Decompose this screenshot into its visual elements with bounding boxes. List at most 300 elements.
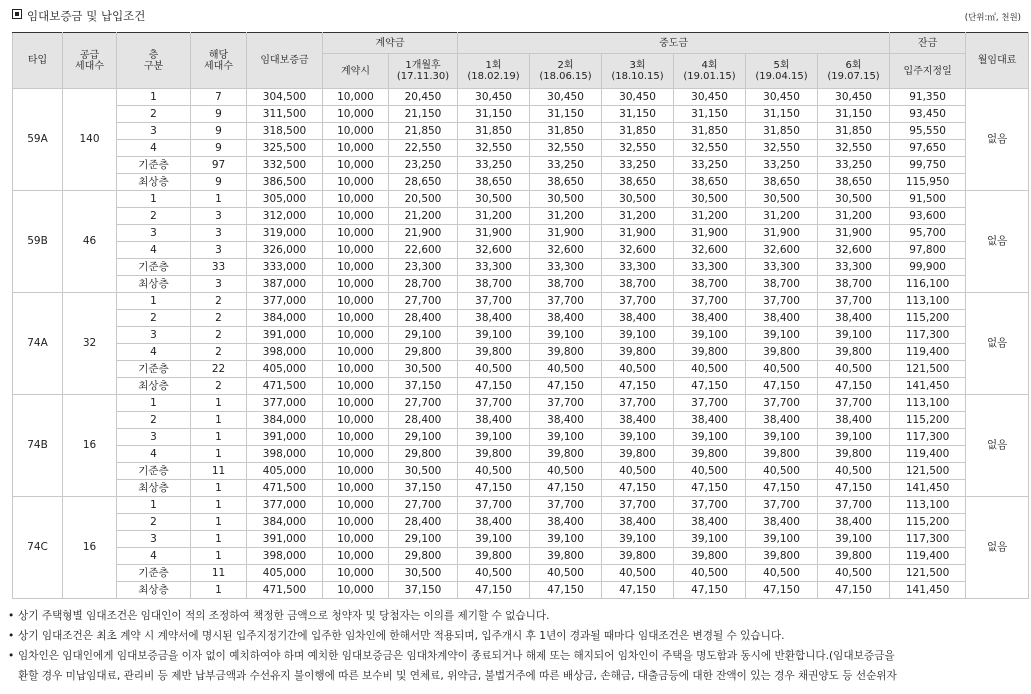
floor-cell: 3 bbox=[117, 327, 191, 344]
header-contract-1m-text: 1개월후 (17.11.30) bbox=[396, 60, 450, 82]
supply-cell: 140 bbox=[63, 89, 117, 191]
table-row bbox=[13, 429, 1029, 446]
contract-at-cell: 10,000 bbox=[323, 225, 389, 242]
middle-payment-cell: 30,450 bbox=[674, 89, 746, 106]
middle-payment-cell: 31,900 bbox=[602, 225, 674, 242]
contract-at-cell: 10,000 bbox=[323, 310, 389, 327]
note-text: 환할 경우 미납임대료, 관리비 등 제반 납부금액과 수선유지 불이행에 따른 보수비 및 연체료, 위약금, 불법거주에 따른 배상금, 손해금, 대출금등에 대한 잔액이 있는 경우 채권양도 등 선순위자 bbox=[18, 670, 897, 682]
balance-cell: 119,400 bbox=[890, 548, 966, 565]
balance-cell: 141,450 bbox=[890, 378, 966, 395]
middle-payment-cell: 38,400 bbox=[602, 514, 674, 531]
middle-payment-cell: 39,100 bbox=[458, 531, 530, 548]
floor-cell: 1 bbox=[117, 191, 191, 208]
middle-payment-cell: 32,550 bbox=[530, 140, 602, 157]
units-cell: 1 bbox=[191, 395, 247, 412]
deposit-cell: 333,000 bbox=[247, 259, 323, 276]
middle-payment-cell: 38,700 bbox=[818, 276, 890, 293]
middle-payment-cell: 40,500 bbox=[458, 565, 530, 582]
floor-cell: 1 bbox=[117, 395, 191, 412]
floor-cell: 최상층 bbox=[117, 480, 191, 497]
middle-payment-cell: 47,150 bbox=[602, 480, 674, 497]
middle-payment-cell: 39,100 bbox=[674, 429, 746, 446]
header-contract: 계약금 bbox=[323, 33, 458, 54]
middle-payment-cell: 39,800 bbox=[602, 344, 674, 361]
deposit-cell: 471,500 bbox=[247, 582, 323, 599]
section-title-text: 임대보증금 및 납입조건 bbox=[27, 9, 146, 23]
middle-payment-cell: 40,500 bbox=[458, 463, 530, 480]
deposit-cell: 391,000 bbox=[247, 327, 323, 344]
note-3-continued bbox=[8, 666, 1024, 686]
middle-payment-cell: 40,500 bbox=[674, 361, 746, 378]
table-row bbox=[13, 208, 1029, 225]
deposit-cell: 305,000 bbox=[247, 191, 323, 208]
header-contract-at: 계약시 bbox=[323, 54, 389, 89]
table-row bbox=[13, 123, 1029, 140]
middle-payment-cell: 38,650 bbox=[458, 174, 530, 191]
table-row bbox=[13, 344, 1029, 361]
header-mid-3 bbox=[602, 54, 674, 89]
header-units bbox=[191, 33, 247, 89]
contract-1m-cell: 28,650 bbox=[389, 174, 458, 191]
middle-payment-cell: 37,700 bbox=[602, 395, 674, 412]
contract-at-cell: 10,000 bbox=[323, 446, 389, 463]
units-cell: 1 bbox=[191, 480, 247, 497]
middle-payment-cell: 39,800 bbox=[746, 446, 818, 463]
middle-payment-cell: 38,400 bbox=[818, 514, 890, 531]
middle-payment-cell: 38,400 bbox=[746, 412, 818, 429]
middle-payment-cell: 33,300 bbox=[602, 259, 674, 276]
middle-payment-cell: 38,400 bbox=[674, 310, 746, 327]
balance-cell: 97,650 bbox=[890, 140, 966, 157]
table-row bbox=[13, 157, 1029, 174]
middle-payment-cell: 39,800 bbox=[602, 446, 674, 463]
header-floor-text: 층 구분 bbox=[143, 49, 164, 72]
contract-at-cell: 10,000 bbox=[323, 531, 389, 548]
table-row bbox=[13, 191, 1029, 208]
note-3 bbox=[8, 646, 1024, 666]
middle-payment-cell: 31,200 bbox=[818, 208, 890, 225]
middle-payment-cell: 39,100 bbox=[746, 327, 818, 344]
monthly-cell: 없음 bbox=[966, 89, 1029, 191]
middle-payment-cell: 33,250 bbox=[458, 157, 530, 174]
middle-payment-cell: 30,500 bbox=[674, 191, 746, 208]
middle-payment-cell: 37,700 bbox=[602, 293, 674, 310]
middle-payment-cell: 39,100 bbox=[818, 531, 890, 548]
deposit-cell: 398,000 bbox=[247, 548, 323, 565]
header-floor bbox=[117, 33, 191, 89]
deposit-cell: 304,500 bbox=[247, 89, 323, 106]
middle-payment-cell: 47,150 bbox=[530, 378, 602, 395]
header-balance: 잔금 bbox=[890, 33, 966, 54]
middle-payment-cell: 33,250 bbox=[530, 157, 602, 174]
middle-payment-cell: 47,150 bbox=[530, 582, 602, 599]
middle-payment-cell: 39,100 bbox=[818, 327, 890, 344]
middle-payment-cell: 31,900 bbox=[674, 225, 746, 242]
floor-cell: 2 bbox=[117, 310, 191, 327]
header-mid-2-text: 2회 (18.06.15) bbox=[539, 60, 592, 82]
middle-payment-cell: 38,400 bbox=[818, 310, 890, 327]
table-row bbox=[13, 514, 1029, 531]
balance-cell: 117,300 bbox=[890, 327, 966, 344]
contract-at-cell: 10,000 bbox=[323, 480, 389, 497]
middle-payment-cell: 39,100 bbox=[602, 531, 674, 548]
middle-payment-cell: 38,650 bbox=[674, 174, 746, 191]
table-row bbox=[13, 378, 1029, 395]
note-1 bbox=[8, 606, 1024, 626]
units-cell: 22 bbox=[191, 361, 247, 378]
middle-payment-cell: 40,500 bbox=[746, 361, 818, 378]
balance-cell: 115,200 bbox=[890, 412, 966, 429]
supply-cell: 46 bbox=[63, 191, 117, 293]
rent-conditions-table bbox=[12, 32, 1029, 599]
middle-payment-cell: 40,500 bbox=[674, 463, 746, 480]
contract-1m-cell: 29,100 bbox=[389, 429, 458, 446]
middle-payment-cell: 40,500 bbox=[602, 361, 674, 378]
middle-payment-cell: 33,300 bbox=[458, 259, 530, 276]
middle-payment-cell: 32,600 bbox=[530, 242, 602, 259]
units-cell: 1 bbox=[191, 531, 247, 548]
middle-payment-cell: 38,400 bbox=[674, 412, 746, 429]
middle-payment-cell: 30,450 bbox=[530, 89, 602, 106]
header-contract-1m bbox=[389, 54, 458, 89]
monthly-cell: 없음 bbox=[966, 191, 1029, 293]
contract-at-cell: 10,000 bbox=[323, 327, 389, 344]
middle-payment-cell: 33,250 bbox=[818, 157, 890, 174]
middle-payment-cell: 37,700 bbox=[530, 395, 602, 412]
balance-cell: 121,500 bbox=[890, 565, 966, 582]
table-row bbox=[13, 361, 1029, 378]
header-deposit: 임대보증금 bbox=[247, 33, 323, 89]
deposit-cell: 471,500 bbox=[247, 378, 323, 395]
middle-payment-cell: 37,700 bbox=[746, 497, 818, 514]
middle-payment-cell: 31,150 bbox=[746, 106, 818, 123]
balance-cell: 119,400 bbox=[890, 344, 966, 361]
units-cell: 9 bbox=[191, 106, 247, 123]
header-mid-1 bbox=[458, 54, 530, 89]
balance-cell: 119,400 bbox=[890, 446, 966, 463]
middle-payment-cell: 47,150 bbox=[674, 480, 746, 497]
floor-cell: 3 bbox=[117, 123, 191, 140]
units-cell: 3 bbox=[191, 242, 247, 259]
type-cell: 59B bbox=[13, 191, 63, 293]
header-mid-5 bbox=[746, 54, 818, 89]
middle-payment-cell: 39,800 bbox=[530, 548, 602, 565]
supply-cell: 16 bbox=[63, 497, 117, 599]
contract-at-cell: 10,000 bbox=[323, 191, 389, 208]
units-cell: 2 bbox=[191, 293, 247, 310]
contract-1m-cell: 20,500 bbox=[389, 191, 458, 208]
units-cell: 3 bbox=[191, 276, 247, 293]
middle-payment-cell: 47,150 bbox=[746, 582, 818, 599]
middle-payment-cell: 38,400 bbox=[746, 514, 818, 531]
deposit-cell: 384,000 bbox=[247, 514, 323, 531]
middle-payment-cell: 30,500 bbox=[602, 191, 674, 208]
units-cell: 3 bbox=[191, 208, 247, 225]
contract-at-cell: 10,000 bbox=[323, 412, 389, 429]
table-row bbox=[13, 412, 1029, 429]
balance-cell: 93,450 bbox=[890, 106, 966, 123]
middle-payment-cell: 38,400 bbox=[530, 514, 602, 531]
middle-payment-cell: 40,500 bbox=[602, 565, 674, 582]
middle-payment-cell: 37,700 bbox=[530, 293, 602, 310]
contract-at-cell: 10,000 bbox=[323, 174, 389, 191]
middle-payment-cell: 39,800 bbox=[818, 446, 890, 463]
middle-payment-cell: 40,500 bbox=[818, 463, 890, 480]
floor-cell: 4 bbox=[117, 548, 191, 565]
balance-cell: 99,900 bbox=[890, 259, 966, 276]
middle-payment-cell: 47,150 bbox=[818, 480, 890, 497]
table-row bbox=[13, 531, 1029, 548]
middle-payment-cell: 30,450 bbox=[602, 89, 674, 106]
header-mid-4-text: 4회 (19.01.15) bbox=[683, 60, 736, 82]
balance-cell: 95,700 bbox=[890, 225, 966, 242]
middle-payment-cell: 30,450 bbox=[746, 89, 818, 106]
deposit-cell: 332,500 bbox=[247, 157, 323, 174]
middle-payment-cell: 32,600 bbox=[746, 242, 818, 259]
units-cell: 1 bbox=[191, 191, 247, 208]
header-mid-6 bbox=[818, 54, 890, 89]
middle-payment-cell: 40,500 bbox=[746, 565, 818, 582]
units-cell: 97 bbox=[191, 157, 247, 174]
contract-1m-cell: 29,800 bbox=[389, 446, 458, 463]
contract-1m-cell: 29,100 bbox=[389, 531, 458, 548]
table-row bbox=[13, 140, 1029, 157]
contract-1m-cell: 29,800 bbox=[389, 548, 458, 565]
middle-payment-cell: 31,150 bbox=[818, 106, 890, 123]
middle-payment-cell: 31,900 bbox=[746, 225, 818, 242]
table-row bbox=[13, 446, 1029, 463]
floor-cell: 기준층 bbox=[117, 361, 191, 378]
contract-at-cell: 10,000 bbox=[323, 395, 389, 412]
note-bullet: • bbox=[8, 650, 15, 662]
middle-payment-cell: 37,700 bbox=[746, 395, 818, 412]
middle-payment-cell: 33,250 bbox=[746, 157, 818, 174]
monthly-cell: 없음 bbox=[966, 395, 1029, 497]
contract-1m-cell: 37,150 bbox=[389, 582, 458, 599]
contract-at-cell: 10,000 bbox=[323, 361, 389, 378]
deposit-cell: 405,000 bbox=[247, 463, 323, 480]
contract-1m-cell: 37,150 bbox=[389, 378, 458, 395]
middle-payment-cell: 32,600 bbox=[458, 242, 530, 259]
contract-at-cell: 10,000 bbox=[323, 582, 389, 599]
floor-cell: 최상층 bbox=[117, 582, 191, 599]
monthly-cell: 없음 bbox=[966, 497, 1029, 599]
middle-payment-cell: 47,150 bbox=[746, 480, 818, 497]
middle-payment-cell: 37,700 bbox=[818, 395, 890, 412]
floor-cell: 1 bbox=[117, 89, 191, 106]
middle-payment-cell: 32,600 bbox=[674, 242, 746, 259]
deposit-cell: 471,500 bbox=[247, 480, 323, 497]
contract-at-cell: 10,000 bbox=[323, 89, 389, 106]
balance-cell: 115,200 bbox=[890, 310, 966, 327]
middle-payment-cell: 37,700 bbox=[602, 497, 674, 514]
middle-payment-cell: 40,500 bbox=[458, 361, 530, 378]
table-row bbox=[13, 276, 1029, 293]
middle-payment-cell: 31,900 bbox=[818, 225, 890, 242]
middle-payment-cell: 32,550 bbox=[602, 140, 674, 157]
header-type: 타입 bbox=[13, 33, 63, 89]
contract-1m-cell: 29,800 bbox=[389, 344, 458, 361]
middle-payment-cell: 39,800 bbox=[746, 344, 818, 361]
table-row bbox=[13, 463, 1029, 480]
contract-at-cell: 10,000 bbox=[323, 259, 389, 276]
units-cell: 1 bbox=[191, 497, 247, 514]
units-cell: 1 bbox=[191, 548, 247, 565]
middle-payment-cell: 37,700 bbox=[530, 497, 602, 514]
middle-payment-cell: 32,600 bbox=[602, 242, 674, 259]
table-row bbox=[13, 395, 1029, 412]
middle-payment-cell: 31,850 bbox=[746, 123, 818, 140]
middle-payment-cell: 47,150 bbox=[746, 378, 818, 395]
contract-at-cell: 10,000 bbox=[323, 242, 389, 259]
type-cell: 74C bbox=[13, 497, 63, 599]
middle-payment-cell: 32,550 bbox=[674, 140, 746, 157]
table-row bbox=[13, 565, 1029, 582]
middle-payment-cell: 38,650 bbox=[746, 174, 818, 191]
table-row bbox=[13, 310, 1029, 327]
balance-cell: 117,300 bbox=[890, 531, 966, 548]
middle-payment-cell: 47,150 bbox=[458, 480, 530, 497]
contract-at-cell: 10,000 bbox=[323, 344, 389, 361]
header-mid-2 bbox=[530, 54, 602, 89]
contract-1m-cell: 27,700 bbox=[389, 293, 458, 310]
middle-payment-cell: 32,550 bbox=[818, 140, 890, 157]
header-units-text: 해당 세대수 bbox=[204, 49, 233, 72]
middle-payment-cell: 33,300 bbox=[746, 259, 818, 276]
contract-at-cell: 10,000 bbox=[323, 429, 389, 446]
units-cell: 11 bbox=[191, 565, 247, 582]
middle-payment-cell: 31,200 bbox=[746, 208, 818, 225]
middle-payment-cell: 31,900 bbox=[458, 225, 530, 242]
contract-1m-cell: 28,400 bbox=[389, 514, 458, 531]
deposit-cell: 319,000 bbox=[247, 225, 323, 242]
deposit-cell: 377,000 bbox=[247, 497, 323, 514]
middle-payment-cell: 39,800 bbox=[458, 446, 530, 463]
floor-cell: 2 bbox=[117, 412, 191, 429]
floor-cell: 4 bbox=[117, 242, 191, 259]
floor-cell: 기준층 bbox=[117, 463, 191, 480]
middle-payment-cell: 38,400 bbox=[530, 412, 602, 429]
balance-cell: 115,950 bbox=[890, 174, 966, 191]
contract-1m-cell: 23,300 bbox=[389, 259, 458, 276]
floor-cell: 기준층 bbox=[117, 157, 191, 174]
units-cell: 2 bbox=[191, 344, 247, 361]
middle-payment-cell: 39,800 bbox=[746, 548, 818, 565]
supply-cell: 32 bbox=[63, 293, 117, 395]
middle-payment-cell: 33,300 bbox=[674, 259, 746, 276]
note-text: 상기 임대조건은 최초 계약 시 계약서에 명시된 입주지정기간에 입주한 임차인에 한해서만 적용되며, 입주개시 후 1년이 경과될 때마다 임대조건은 변경될 수 있습니다. bbox=[18, 630, 785, 642]
middle-payment-cell: 40,500 bbox=[530, 361, 602, 378]
middle-payment-cell: 31,850 bbox=[458, 123, 530, 140]
note-bullet: • bbox=[8, 610, 15, 622]
middle-payment-cell: 47,150 bbox=[458, 378, 530, 395]
note-text: 임차인은 임대인에게 임대보증금을 이자 없이 예치하여야 하며 예치한 임대보증금은 임대차계약이 종료되거나 해제 또는 해지되어 임차인이 주택을 명도함과 동시에 반환합니다.(임대보증금을 bbox=[18, 650, 895, 662]
units-cell: 11 bbox=[191, 463, 247, 480]
floor-cell: 4 bbox=[117, 344, 191, 361]
balance-cell: 121,500 bbox=[890, 463, 966, 480]
middle-payment-cell: 31,850 bbox=[530, 123, 602, 140]
contract-1m-cell: 28,400 bbox=[389, 412, 458, 429]
middle-payment-cell: 37,700 bbox=[674, 293, 746, 310]
middle-payment-cell: 37,700 bbox=[458, 293, 530, 310]
middle-payment-cell: 37,700 bbox=[746, 293, 818, 310]
table-row bbox=[13, 174, 1029, 191]
middle-payment-cell: 47,150 bbox=[818, 378, 890, 395]
floor-cell: 4 bbox=[117, 446, 191, 463]
monthly-cell: 없음 bbox=[966, 293, 1029, 395]
deposit-cell: 311,500 bbox=[247, 106, 323, 123]
middle-payment-cell: 40,500 bbox=[818, 361, 890, 378]
balance-cell: 113,100 bbox=[890, 497, 966, 514]
table-row bbox=[13, 242, 1029, 259]
table-row bbox=[13, 89, 1029, 106]
middle-payment-cell: 39,800 bbox=[818, 548, 890, 565]
table-row bbox=[13, 106, 1029, 123]
balance-cell: 116,100 bbox=[890, 276, 966, 293]
balance-cell: 95,550 bbox=[890, 123, 966, 140]
notes bbox=[8, 606, 1024, 686]
contract-at-cell: 10,000 bbox=[323, 123, 389, 140]
table-row bbox=[13, 259, 1029, 276]
note-text: 상기 주택형별 임대조건은 임대인이 적의 조정하여 책정한 금액으로 청약자 및 당첨자는 이의를 제기할 수 없습니다. bbox=[18, 610, 550, 622]
contract-1m-cell: 28,700 bbox=[389, 276, 458, 293]
middle-payment-cell: 38,400 bbox=[458, 412, 530, 429]
middle-payment-cell: 39,800 bbox=[674, 344, 746, 361]
middle-payment-cell: 37,700 bbox=[458, 395, 530, 412]
middle-payment-cell: 47,150 bbox=[818, 582, 890, 599]
header-balance-sub: 입주지정일 bbox=[890, 54, 966, 89]
middle-payment-cell: 39,100 bbox=[602, 327, 674, 344]
deposit-cell: 384,000 bbox=[247, 310, 323, 327]
middle-payment-cell: 31,200 bbox=[530, 208, 602, 225]
balance-cell: 121,500 bbox=[890, 361, 966, 378]
floor-cell: 2 bbox=[117, 208, 191, 225]
middle-payment-cell: 31,150 bbox=[674, 106, 746, 123]
floor-cell: 2 bbox=[117, 106, 191, 123]
contract-1m-cell: 23,250 bbox=[389, 157, 458, 174]
middle-payment-cell: 37,700 bbox=[818, 497, 890, 514]
middle-payment-cell: 39,800 bbox=[458, 548, 530, 565]
middle-payment-cell: 47,150 bbox=[530, 480, 602, 497]
contract-1m-cell: 30,500 bbox=[389, 565, 458, 582]
middle-payment-cell: 30,450 bbox=[458, 89, 530, 106]
units-cell: 1 bbox=[191, 412, 247, 429]
middle-payment-cell: 33,300 bbox=[530, 259, 602, 276]
balance-cell: 97,800 bbox=[890, 242, 966, 259]
middle-payment-cell: 40,500 bbox=[746, 463, 818, 480]
middle-payment-cell: 38,400 bbox=[746, 310, 818, 327]
middle-payment-cell: 38,400 bbox=[458, 514, 530, 531]
contract-at-cell: 10,000 bbox=[323, 565, 389, 582]
contract-1m-cell: 30,500 bbox=[389, 361, 458, 378]
header-mid-3-text: 3회 (18.10.15) bbox=[611, 60, 664, 82]
balance-cell: 115,200 bbox=[890, 514, 966, 531]
supply-cell: 16 bbox=[63, 395, 117, 497]
units-cell: 2 bbox=[191, 378, 247, 395]
deposit-cell: 325,500 bbox=[247, 140, 323, 157]
middle-payment-cell: 31,200 bbox=[674, 208, 746, 225]
middle-payment-cell: 39,100 bbox=[530, 531, 602, 548]
contract-1m-cell: 37,150 bbox=[389, 480, 458, 497]
middle-payment-cell: 38,400 bbox=[602, 310, 674, 327]
middle-payment-cell: 32,550 bbox=[746, 140, 818, 157]
deposit-cell: 398,000 bbox=[247, 344, 323, 361]
middle-payment-cell: 37,700 bbox=[674, 497, 746, 514]
floor-cell: 3 bbox=[117, 429, 191, 446]
middle-payment-cell: 38,700 bbox=[530, 276, 602, 293]
deposit-cell: 398,000 bbox=[247, 446, 323, 463]
contract-1m-cell: 28,400 bbox=[389, 310, 458, 327]
